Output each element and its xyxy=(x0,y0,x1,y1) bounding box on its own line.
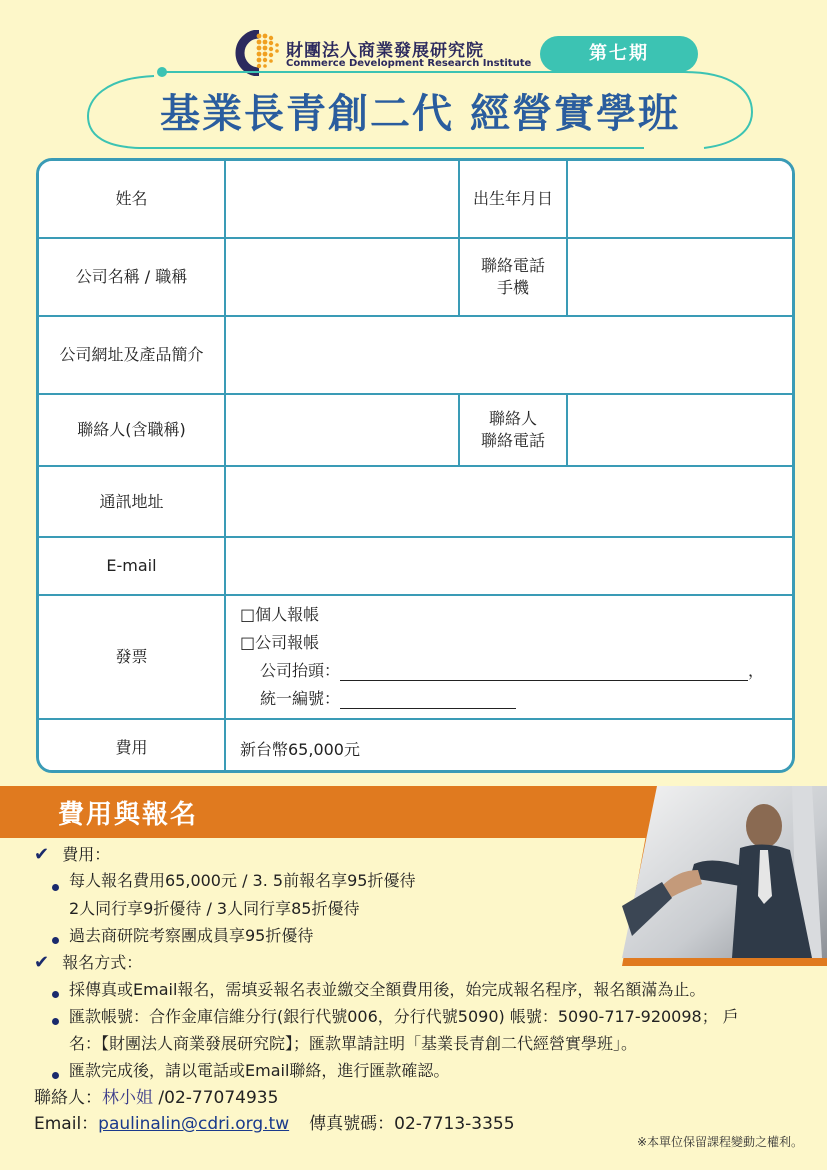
form-row-fee xyxy=(39,719,792,773)
fee-item2-text: 過去商研院考察團成員享95折優待 xyxy=(69,926,314,945)
org-name-zh: 財團法人商業發展研究院 xyxy=(286,41,484,61)
form-row-address xyxy=(39,466,792,537)
contact-person-name: 林小姐 xyxy=(102,1088,153,1108)
form-row-contact xyxy=(39,394,792,466)
phone-label xyxy=(459,238,567,316)
signup-item2-line1: 匯款帳號：合作金庫信維分行(銀行代號006，分行代號5090) 帳號：5090-717-920098； 戶 xyxy=(69,1007,739,1026)
bullet-icon xyxy=(52,1018,59,1025)
form-row-email xyxy=(39,537,792,595)
contact-person-row xyxy=(34,1083,278,1108)
fee-value: 新台幣65,000元 xyxy=(225,719,792,773)
name-field[interactable] xyxy=(225,161,459,238)
fee-heading-row xyxy=(34,842,110,865)
phone-label-line2: 手機 xyxy=(496,278,529,297)
signup-heading: 報名方式： xyxy=(62,953,143,972)
fax-number: 02-7713-3355 xyxy=(394,1114,515,1134)
page-title: 基業長青創二代 經營實學班 xyxy=(160,91,680,137)
contact-person-field[interactable] xyxy=(225,394,459,466)
invoice-label: 發票 xyxy=(39,595,225,719)
contact-phone-field[interactable] xyxy=(567,394,792,466)
registration-table xyxy=(39,161,792,773)
signup-heading-row xyxy=(34,950,142,973)
contact-email-link[interactable]: paulinalin@cdri.org.tw xyxy=(98,1114,290,1134)
signup-item-3 xyxy=(52,1058,449,1081)
contact-email-label: Email： xyxy=(34,1114,99,1134)
phone-field[interactable] xyxy=(567,238,792,316)
contact-phone-label xyxy=(459,394,567,466)
invoice-company-title-field[interactable] xyxy=(340,663,748,681)
fee-item1-line1: 每人報名費用65,000元 / 3. 5前報名享95折優待 xyxy=(69,871,416,890)
form-row-website xyxy=(39,316,792,394)
contact-phone-label-line1: 聯絡人 xyxy=(488,409,537,429)
bullet-icon xyxy=(52,937,59,944)
fee-label: 費用 xyxy=(39,719,225,773)
fee-heading: 費用： xyxy=(62,845,111,864)
invoice-tax-id-field[interactable] xyxy=(340,691,516,709)
website-field[interactable] xyxy=(225,316,792,394)
footnote: ※本單位保留課程變動之權利。 xyxy=(636,1135,803,1149)
company-title-label: 公司名稱 / 職稱 xyxy=(39,238,225,316)
bullet-icon xyxy=(52,991,59,998)
fee-item-1 xyxy=(52,868,415,891)
registration-form xyxy=(36,158,795,773)
phone-label-line1: 聯絡電話 xyxy=(480,256,545,276)
contact-person-label: 聯絡人： xyxy=(34,1088,102,1108)
term-badge: 第七期 xyxy=(540,36,698,72)
invoice-options xyxy=(225,595,792,719)
section-title: 費用與報名 xyxy=(58,800,199,830)
checkmark-icon: ✔ xyxy=(34,844,50,865)
invoice-tax-id-label: 統一編號： xyxy=(260,689,341,708)
address-label: 通訊地址 xyxy=(39,466,225,537)
contact-person-label: 聯絡人(含職稱) xyxy=(39,394,225,466)
company-title-field[interactable] xyxy=(225,238,459,316)
handshake-photo xyxy=(622,786,827,958)
contact-person-phone: /02-77074935 xyxy=(153,1088,279,1108)
signup-item3-text: 匯款完成後，請以電話或Email聯絡，進行匯款確認。 xyxy=(69,1061,450,1080)
invoice-company-title-label: 公司抬頭： xyxy=(260,661,341,680)
name-label: 姓名 xyxy=(39,161,225,238)
form-row-name xyxy=(39,161,792,238)
email-label: E-mail xyxy=(39,537,225,595)
invoice-comma: ， xyxy=(748,661,765,680)
bullet-icon xyxy=(52,1072,59,1079)
signup-item-1 xyxy=(52,977,705,1000)
email-field[interactable] xyxy=(225,537,792,595)
fax-label: 傳真號碼： xyxy=(309,1114,395,1134)
address-field[interactable] xyxy=(225,466,792,537)
form-row-company xyxy=(39,238,792,316)
signup-item2-line2: 名：【財團法人商業發展研究院】；匯款單請註明「基業長青創二代經營實學班」。 xyxy=(69,1034,638,1053)
fee-item-2 xyxy=(52,923,313,946)
invoice-personal-checkbox[interactable]: □個人報帳 xyxy=(240,605,320,624)
signup-item1-text: 採傳真或Email報名，需填妥報名表並繳交全額費用後，始完成報名程序，報名額滿為止。 xyxy=(69,980,706,999)
org-name-en: Commerce Development Research Institute xyxy=(286,58,532,69)
checkmark-icon: ✔ xyxy=(34,952,50,973)
fee-item1-line2: 2人同行享9折優待 / 3人同行享85折優待 xyxy=(69,899,360,918)
signup-item-2 xyxy=(52,1004,739,1027)
birthdate-label: 出生年月日 xyxy=(459,161,567,238)
website-label: 公司網址及產品簡介 xyxy=(39,316,225,394)
invoice-company-title-row xyxy=(240,658,792,686)
birthdate-field[interactable] xyxy=(567,161,792,238)
contact-phone-label-line2: 聯絡電話 xyxy=(480,431,545,450)
invoice-tax-id-row xyxy=(240,686,792,714)
bullet-icon xyxy=(52,884,59,891)
invoice-company-checkbox[interactable]: □公司報帳 xyxy=(240,633,320,652)
form-row-invoice xyxy=(39,595,792,719)
contact-email-row xyxy=(34,1109,515,1134)
